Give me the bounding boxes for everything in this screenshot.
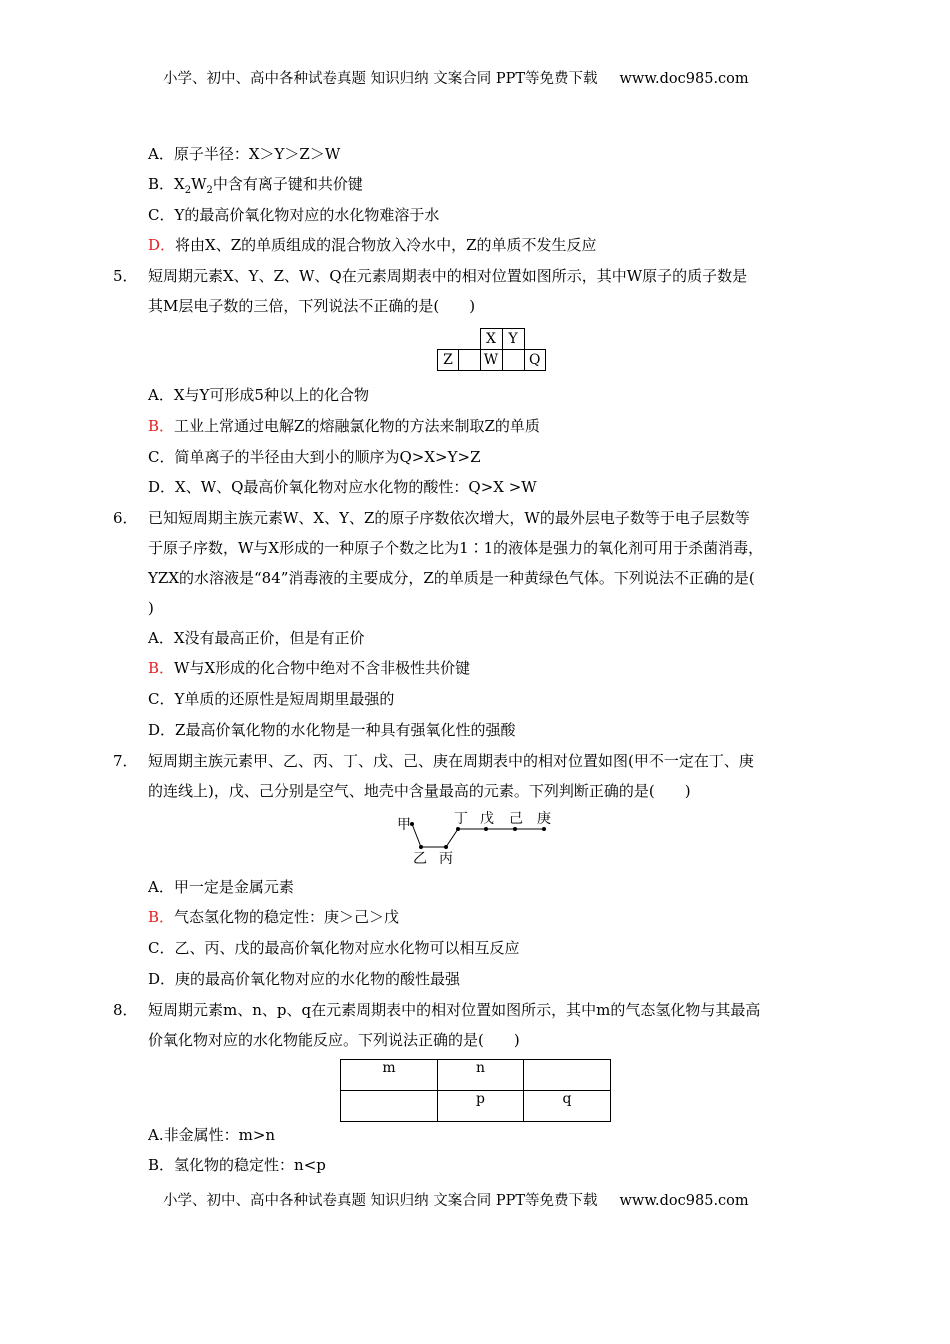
q5-option-a: A．X与Y可形成5种以上的化合物 xyxy=(148,386,369,404)
q8-stem: 短周期元素m、n、p、q在元素周期表中的相对位置如图所示，其中m的气态氢化物与其最高 xyxy=(148,1001,761,1019)
q7-option-a: A．甲一定是金属元素 xyxy=(148,878,294,896)
q6-stem-4: ) xyxy=(148,599,154,617)
q5-stem: 短周期元素X、Y、Z、W、Q在元素周期表中的相对位置如图所示，其中W原子的质子数是 xyxy=(148,267,748,285)
header-url: www.doc985.com xyxy=(619,71,749,87)
q4-option-c: C．Y的最高价氧化物对应的水化物难溶于水 xyxy=(148,206,440,224)
page-footer xyxy=(163,1191,749,1211)
q8-option-a: A.非金属性：m>n xyxy=(148,1126,276,1144)
label-geng: 庚 xyxy=(537,811,551,827)
q6-option-c: C．Y单质的还原性是短周期里最强的 xyxy=(148,690,395,708)
q7-stem-2: 的连线上)，戊、己分别是空气、地壳中含量最高的元素。下列判断正确的是( ) xyxy=(148,782,691,800)
q6-stem-2: 于原子序数，W与X形成的一种原子个数之比为1∶1的液体是强力的氧化剂可用于杀菌消毒， xyxy=(148,539,764,557)
header-text: 小学、初中、高中各种试卷真题 知识归纳 文案合同 PPT等免费下载 xyxy=(163,71,598,87)
q5-option-d: D．X、W、Q最高价氧化物对应水化物的酸性：Q>X >W xyxy=(148,478,537,496)
q8-option-b: B．氢化物的稳定性：n<p xyxy=(148,1156,326,1174)
page-header xyxy=(163,69,749,89)
q7-number: 7． xyxy=(113,752,138,770)
label-ji: 己 xyxy=(509,811,523,827)
q4-option-d: D．将由X、Z的单质组成的混合物放入冷水中，Z的单质不发生反应 xyxy=(148,236,597,254)
q5-periodic-grid: X Y Z W Q xyxy=(437,328,546,371)
label-ding: 丁 xyxy=(454,811,468,827)
label-yi: 乙 xyxy=(413,851,427,867)
q4-option-a: A．原子半径：X＞Y＞Z＞W xyxy=(148,145,341,163)
q7-option-d: D．庚的最高价氧化物对应的水化物的酸性最强 xyxy=(148,970,461,988)
q7-option-b: B．气态氢化物的稳定性：庚＞己＞戊 xyxy=(148,908,400,926)
footer-url: www.doc985.com xyxy=(619,1193,749,1209)
label-wu: 戊 xyxy=(480,811,494,827)
answer-letter: B． xyxy=(148,659,175,677)
q6-option-b: B．W与X形成的化合物中绝对不含非极性共价键 xyxy=(148,659,471,677)
q8-number: 8． xyxy=(113,1001,138,1019)
q8-stem-2: 价氧化物对应的水化物能反应。下列说法正确的是( ) xyxy=(148,1031,520,1049)
q8-periodic-table: m n p q xyxy=(340,1059,611,1122)
answer-letter: B． xyxy=(148,908,175,926)
q6-number: 6． xyxy=(113,509,138,527)
q4-option-b: B．$X_2W_2$中含有离子键和共价键 xyxy=(148,175,363,196)
footer-text: 小学、初中、高中各种试卷真题 知识归纳 文案合同 PPT等免费下载 xyxy=(163,1193,598,1209)
q5-number: 5． xyxy=(113,267,138,285)
q5-option-b: B．工业上常通过电解Z的熔融氯化物的方法来制取Z的单质 xyxy=(148,417,540,435)
q6-option-d: D．Z最高价氧化物的水化物是一种具有强氧化性的强酸 xyxy=(148,721,516,739)
q6-option-a: A．X没有最高正价，但是有正价 xyxy=(148,629,365,647)
label-bing: 丙 xyxy=(439,851,453,867)
q6-stem-3: YZX的水溶液是“84”消毒液的主要成分，Z的单质是一种黄绿色气体。下列说法不正确的是( xyxy=(148,569,755,587)
q7-option-c: C．乙、丙、戊的最高价氧化物对应水化物可以相互反应 xyxy=(148,939,520,957)
q7-element-diagram xyxy=(380,800,580,870)
answer-letter: D． xyxy=(148,236,176,254)
answer-letter: B． xyxy=(148,417,175,435)
label-jia: 甲 xyxy=(397,817,411,833)
q7-stem: 短周期主族元素甲、乙、丙、丁、戊、己、庚在周期表中的相对位置如图(甲不一定在丁、庚 xyxy=(148,752,754,770)
q6-stem: 已知短周期主族元素W、X、Y、Z的原子序数依次增大，W的最外层电子数等于电子层数等 xyxy=(148,509,750,527)
q5-stem-2: 其M层电子数的三倍，下列说法不正确的是( ) xyxy=(148,297,476,315)
q5-option-c: C．简单离子的半径由大到小的顺序为Q>X>Y>Z xyxy=(148,448,481,466)
